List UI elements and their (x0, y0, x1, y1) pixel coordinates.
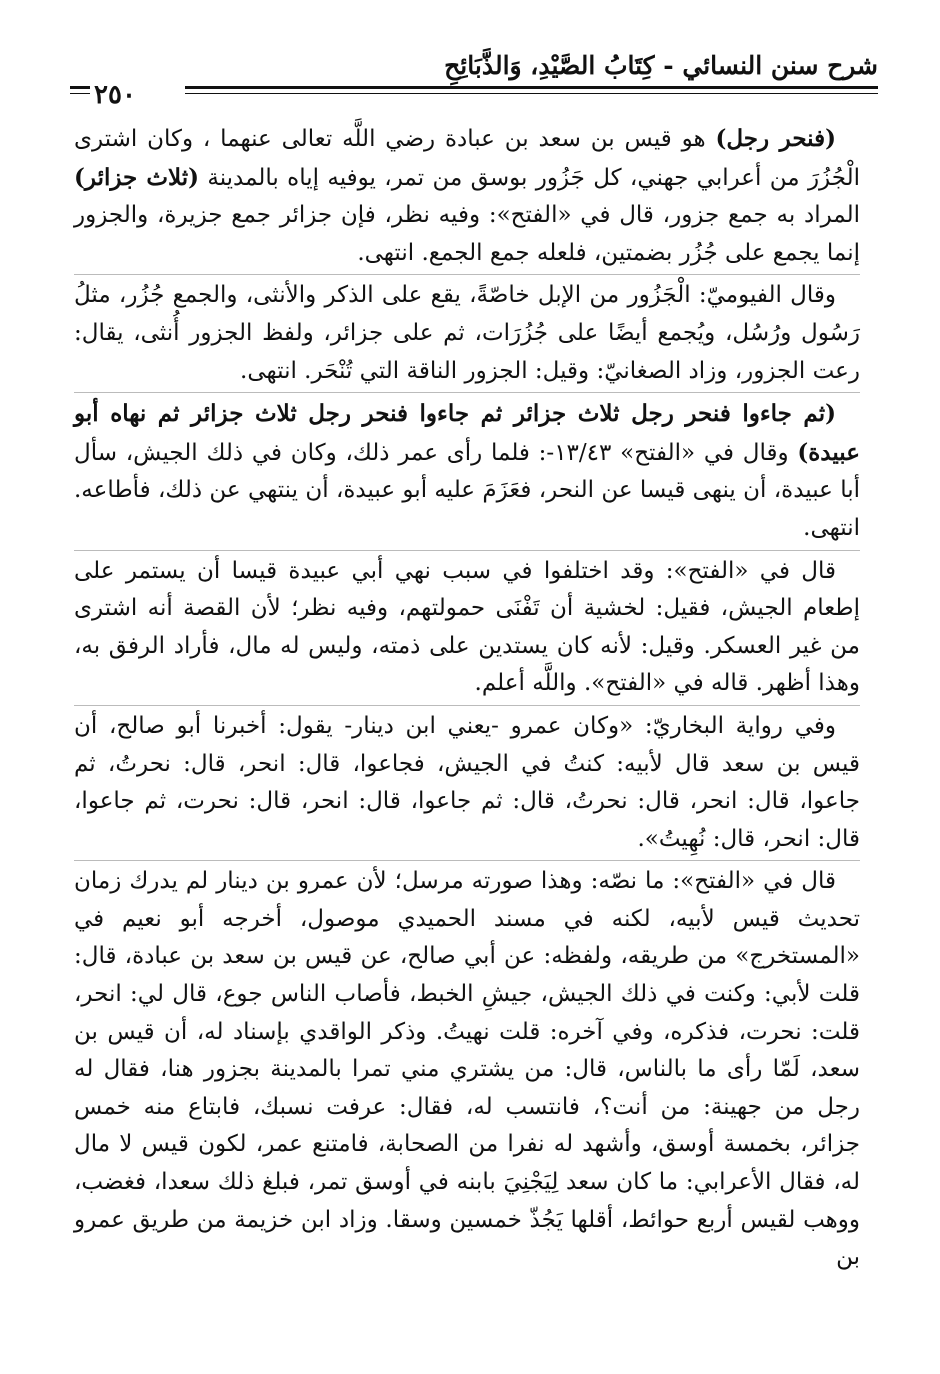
running-title: شرح سنن النسائي - كِتَابُ الصَّيْدِ، وَالذَّبَائِحِ (444, 51, 878, 80)
paragraph-divider (74, 274, 860, 275)
paragraph-1 (74, 120, 860, 272)
header-rule (185, 86, 878, 89)
paragraph-divider (74, 705, 860, 706)
page-body (74, 120, 860, 1277)
text-run: وفي رواية البخاريّ: «وكان عمرو -يعني ابن دينار- يقول: أخبرنا أبو صالح، أن قيس بن سعد قال لأبيه: كنتُ في الجيش، فجاعوا، قال: انحر، قال: نحرتُ، ثم جاعوا، قال: انحر، قال: نحرتُ، قال: ثم جاعوا، قال: انحر، قال: نحرت، ثم جاعوا، قال: انحر، قال: نُهِيتُ». (74, 712, 860, 852)
page-header (70, 48, 878, 118)
page-number: ٢٥٠ (94, 80, 136, 110)
paragraph-3 (74, 395, 860, 547)
header-rule-left (70, 86, 90, 89)
text-run: قال في «الفتح»: وقد اختلفوا في سبب نهي أبي عبيدة قيسا أن يستمر على إطعام الجيش، فقيل: لخشية أن تَفْنَى حمولتهم، وفيه نظر؛ لأن القصة أنه اشترى من غير العسكر. وقيل: لأنه كان يستدين على ذمته، وليس له مال، فأراد الرفق به، وهذا أظهر. قاله في «الفتح». واللَّه أعلم. (74, 557, 860, 697)
text-run: المراد به جمع جزور، قال في «الفتح»: وفيه نظر، فإن جزائر جمع جزيرة، والجزور إنما يجمع على جُزُر بضمتين، فلعله جمع الجمع. انتهى. (74, 202, 860, 266)
paragraph-divider (74, 860, 860, 861)
paragraph-6 (74, 863, 860, 1277)
text-run: قال في «الفتح»: ما نصّه: وهذا صورته مرسل؛ لأن عمرو بن دينار لم يدرك زمان تحديث قيس لأبيه، لكنه في مسند الحميدي موصول، أخرجه أبو نعيم في «المستخرج» من طريقه، ولفظه: عن أبي صالح، عن قيس بن سعد بن عبادة، قال: قلت لأبي: وكنت في ذلك الجيش، جيشِ الخبط، فأصاب الناس جوع، قال لي: انحر، قلت: نحرت، فذكره، وفي آخره: قلت نهيتُ. وذكر الواقدي بإسناد له، أن قيس بن سعد، لَمّا رأى ما بالناس، قال: من يشتري مني تمرا بالمدينة بجزور هنا، فقال له رجل من جهينة: من أنت؟، فانتسب له، فقال: عرفت نسبك، فابتاع منه خمس جزائر، بخمسة أوسق، وأشهد له نفرا من الصحابة، فامتنع عمر، لكون قيس لا مال له، فقال الأعرابي: ما كان سعد لِيَجْنِيَ بابنه في أوسق تمر، فبلغ ذلك سعدا، فغضب، ووهب لقيس أربع حوائط، أقلها يَجُذّ خمسين وسقا. وزاد ابن خزيمة من طريق عمرو بن (74, 868, 860, 1271)
text-run: وقال الفيوميّ: الْجَزُور من الإبل خاصّةً، يقع على الذكر والأنثى، والجمع جُزُر، مثلُ رَسُول ورُسُل، ويُجمع أيضًا على جُزُرَات، ثم على جزائر، ولفظ الجزور أُنثى، يقال: رعت الجزور، وزاد الصغانيّ: وقيل: الجزور الناقة التي تُنْحَر. انتهى. (74, 282, 860, 384)
paragraph-5 (74, 708, 860, 858)
paragraph-divider (74, 550, 860, 551)
bold-phrase: (فنحر رجل) (715, 125, 836, 152)
header-rule-left-thin (70, 93, 90, 94)
bold-phrase: (ثم جاءوا فنحر رجل ثلاث جزائر ثم جاءوا فنحر رجل ثلاث جزائر ثم نهاه أبو عبيدة) (74, 400, 860, 466)
paragraph-4 (74, 553, 860, 703)
text-run: وقال في «الفتح» ١٣/٤٣-: فلما رأى عمر ذلك، وكان في ذلك الجيش، سأل أبا عبيدة، أن ينهى قيسا عن النحر، فعَزَمَ عليه أبو عبيدة، أن ينتهي عن ذلك، فأطاعه. انتهى. (74, 439, 860, 541)
bold-phrase: (ثلاث جزائر) (74, 163, 199, 191)
text-run: هو قيس بن سعد بن عبادة رضي اللَّه تعالى عنهما ، وكان اشترى الْجُزُرَ من أعرابي جهني، كل جَزُور بوسق من تمر، يوفيه إياه بالمدينة (74, 126, 860, 191)
paragraph-2 (74, 277, 860, 390)
header-rule-thin (185, 93, 878, 94)
paragraph-divider (74, 392, 860, 393)
